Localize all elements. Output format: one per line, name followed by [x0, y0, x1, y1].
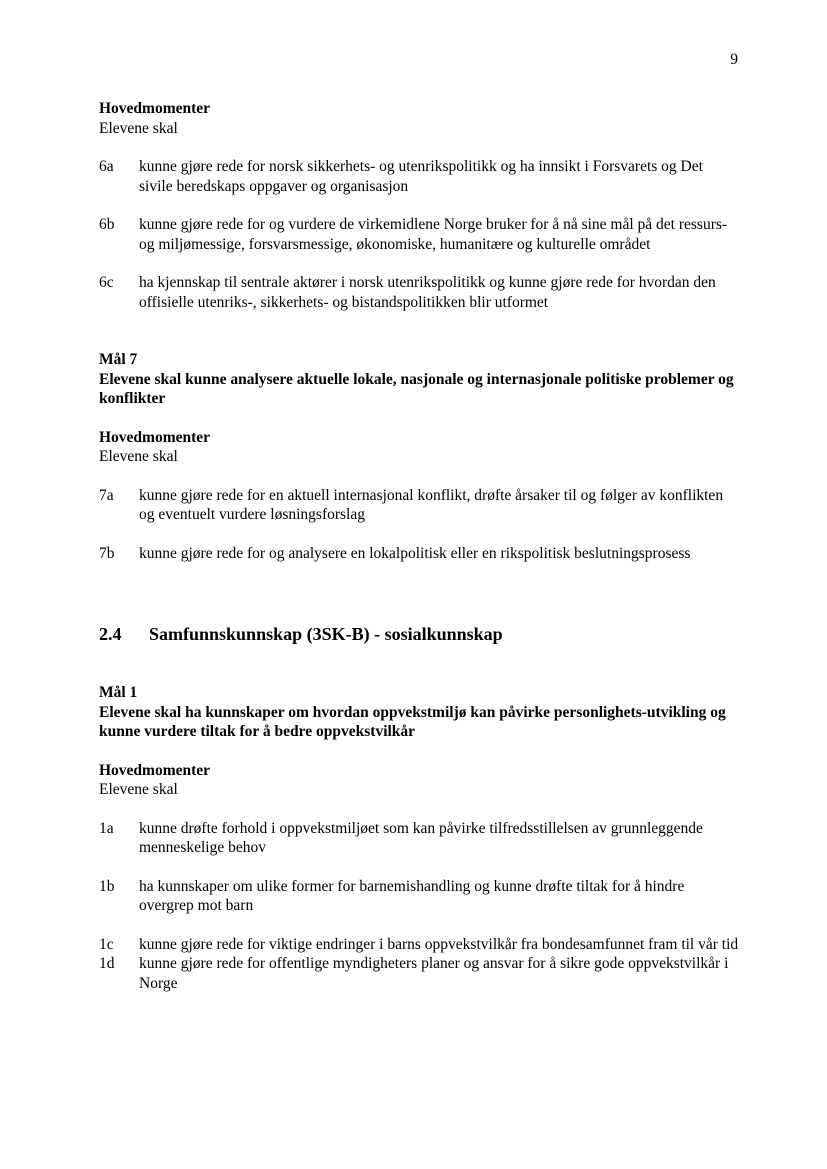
- item-text: kunne gjøre rede for offentlige myndigheters planer og ansvar for å sikre gode oppvekstvilkår i Norge: [139, 955, 729, 992]
- item-text: kunne gjøre rede for og analysere en lokalpolitisk eller en rikspolitisk beslutningsprosess: [139, 544, 691, 562]
- page-number: 9: [730, 51, 738, 68]
- list-item: [99, 215, 739, 254]
- section-number: 2.4: [99, 624, 122, 644]
- section-title: [99, 623, 739, 645]
- item-number: 1d: [99, 955, 115, 972]
- item-text: ha kjennskap til sentrale aktører i norsk utenrikspolitikk og kunne gjøre rede for hvordan den offisielle utenriks-, sikkerhets- og bistandspolitikken blir utformet: [139, 274, 716, 311]
- item-number: 1a: [99, 819, 114, 837]
- item-number: 7a: [99, 486, 114, 504]
- list-item: [99, 157, 739, 196]
- goal-title: Elevene skal kunne analysere aktuelle lokale, nasjonale og internasjonale politiske problemer og konflikter: [99, 370, 734, 407]
- item-number: 7b: [99, 544, 115, 562]
- section-heading: Hovedmomenter: [99, 100, 211, 117]
- goal-title: Elevene skal ha kunnskaper om hvordan oppvekstmiljø kan påvirke personlighets-utvikling og kunne vurdere tiltak for å bedre oppvekstvilkår: [99, 703, 726, 740]
- list-item: [99, 273, 739, 312]
- item-text: kunne gjøre rede for en aktuell internasjonal konflikt, drøfte årsaker til og følger av konflikten og eventuelt vurdere løsningsforslag: [139, 486, 724, 523]
- list-item: [99, 877, 739, 916]
- item-number: 1c: [99, 935, 114, 953]
- item-text: kunne gjøre rede for viktige endringer i barns oppvekstvilkår fra bondesamfunnet fram til vår tid: [139, 935, 739, 953]
- goal-label: Mål 1: [99, 684, 138, 701]
- item-text: kunne gjøre rede for og vurdere de virkemidlene Norge bruker for å nå sine mål på det ressurs- og miljømessige, forsvarsmessige, økonomiske, humanitære og kulturelle området: [139, 216, 728, 253]
- item-number: 6b: [99, 216, 115, 233]
- item-number: 6a: [99, 158, 114, 175]
- list-item: [99, 819, 739, 858]
- list-item: [99, 954, 739, 993]
- list-item: [99, 544, 739, 564]
- section-intro: Elevene skal: [99, 119, 178, 137]
- document-body: [99, 99, 739, 993]
- item-number: 1b: [99, 877, 115, 895]
- section-intro: Elevene skal: [99, 781, 178, 798]
- item-text: kunne drøfte forhold i oppvekstmiljøet som kan påvirke tilfredsstillelsen av grunnleggende menneskelige behov: [139, 819, 703, 856]
- item-text: ha kunnskaper om ulike former for barnemishandling og kunne drøfte tiltak for å hindre overgrep mot barn: [139, 877, 685, 914]
- item-text: kunne gjøre rede for norsk sikkerhets- og utenrikspolitikk og ha innsikt i Forsvarets og Det sivile beredskaps oppgaver og organisasjon: [139, 158, 703, 195]
- section-intro: Elevene skal: [99, 448, 178, 465]
- list-item: [99, 935, 739, 955]
- goal-label: Mål 7: [99, 351, 138, 368]
- list-item: [99, 486, 739, 525]
- section-title-text: Samfunnskunnskap (3SK-B) - sosialkunnskap: [149, 624, 503, 644]
- item-number: 6c: [99, 274, 114, 291]
- section-heading: Hovedmomenter: [99, 428, 211, 446]
- section-heading: Hovedmomenter: [99, 761, 211, 779]
